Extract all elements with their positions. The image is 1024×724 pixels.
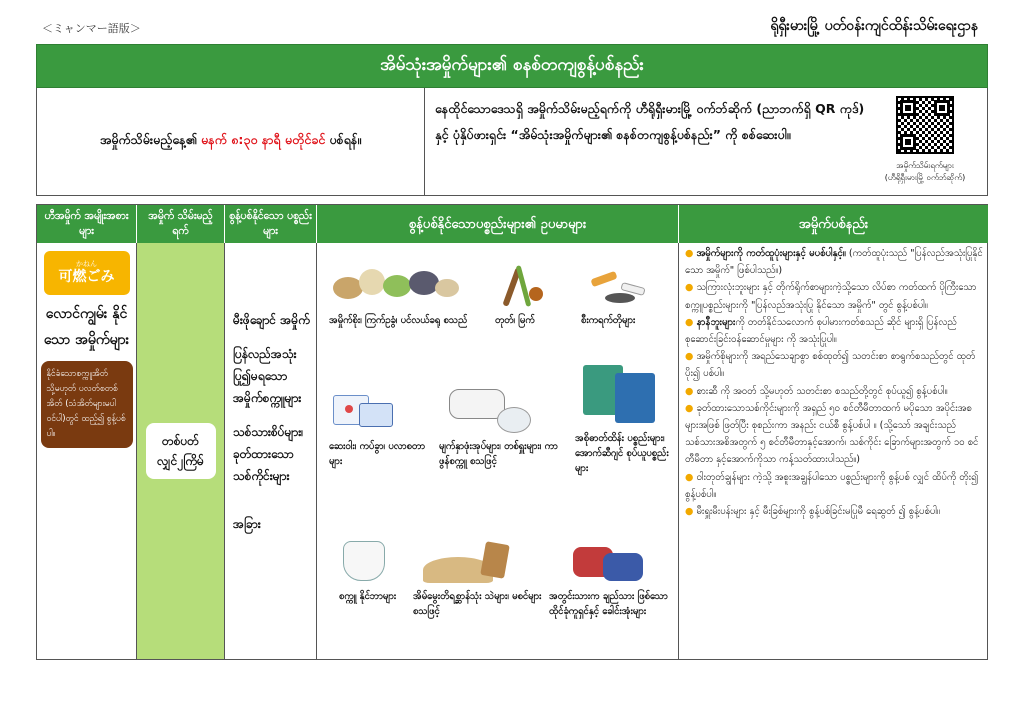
item-waste-paper: ပြန်လည်အသုံး ပြု၍မရသော အမှိုက်စက္ကူများ bbox=[233, 347, 302, 405]
schedule-info-text: နေထိုင်သောဒေသရှိ အမှိုက်သိမ်းမည့်ရက်ကို ဟီရိုရှီးမားမြို့ ဝက်ဘ်ဆိုက် (ညာဘက်ရှိ QR ကုဒ်) နှင့် ပုံနှိပ်ဖားရှင်း “အိမ်သုံးအမှိုက်များ၏ စနစ်တကျစွန့်ပစ်နည်း” ကို စစ်ဆေးပါ။ bbox=[435, 101, 865, 142]
burnable-kanji: 可燃ごみ bbox=[58, 269, 115, 285]
burnable-label: လောင်ကျွမ်း နိုင်သော အမှိုက်များ bbox=[43, 306, 130, 348]
qr-caption bbox=[885, 160, 965, 184]
diapers-icon bbox=[329, 533, 409, 589]
header-collection-day: အမှိုက် သိမ်းမည့်ရက် bbox=[137, 205, 225, 243]
organization-name: ရိုရှီးမားမြို့ ပတ်ဝန်းကျင်ထိန်းသိမ်းရေးဌာန bbox=[770, 18, 978, 34]
example-cigarette-butts: စီးကရက်တိုများ bbox=[581, 257, 671, 328]
language-tag: ＜ミャンマー語版＞ bbox=[42, 22, 141, 35]
examples-cell bbox=[317, 243, 679, 659]
pet-litter-icon bbox=[413, 533, 543, 589]
schedule-info bbox=[425, 88, 987, 195]
rule-item: ● ခုတ်ထားသောသစ်ကိုင်းများကို အရှည် ၅၀ စင်တီမီတာထက် မပိုသော အပိုင်းအစများအဖြစ် ဖြတ်ပြီး စုစည်းကာ အနည်း ငယ်စီ စွန့်ပစ်ပါ ။ (သို့သော် အချင်းသည် သစ်သားအစိအတွက် ၅ စင်တီမီတာနှင့်အောက်၊ သစ်ကိုင်း ခြောက်များအတွက် ၁၀ စင်တီမီတာ နှင့်အောက်ကိုသာ ကန့်သတ်ထားပါသည်။) bbox=[685, 402, 979, 466]
food-scraps-icon bbox=[329, 257, 479, 313]
info-box bbox=[36, 88, 988, 196]
category-cell bbox=[37, 243, 137, 659]
disposal-time-highlight: မနက် ၈:၃၀ နာရီ မတိုင်ခင် bbox=[201, 132, 326, 147]
items-cell bbox=[225, 243, 317, 659]
rule-item: ● အမှိုက်စိုများကို အရည်သေချာစွာ စစ်ထုတ်၍ သတင်းစာ စာရွက်စသည်တွင် ထုတ်ပိုး၍ ပစ်ပါ။ bbox=[685, 351, 976, 380]
rule-item: ● နာနီဘူးများကို တတ်နိုင်သလောက် စုပါမားကတ်စသည် ဆိုင် များရှိ ပြန်လည်စုဆောင်းခြင်းဝန်ဆောင်မှုများ ကို အသုံးပြုပါ။ bbox=[685, 316, 957, 346]
header-disposal-method: အမှိုက်ပစ်နည်း bbox=[679, 205, 989, 243]
qr-code-icon[interactable] bbox=[896, 96, 954, 154]
cushions-pillows-icon bbox=[549, 533, 675, 589]
example-food-scraps: အမှိုက်စိုး၊ ကြက်ဥခွံ၊ ပင်လယ်ခရု စသည် bbox=[329, 257, 479, 328]
example-medicine: ဆေးဝါး၊ ကပ်ခွာ၊ ပလာစတာများ bbox=[329, 383, 429, 469]
item-kitchen-waste: မီးဖိုချောင် အမှိုက် bbox=[233, 313, 310, 327]
rule-item: ● သကြားလုံးဘူးများ နှင့် တိုက်ရိုက်စာများကဲ့သို့သော လိပ်စာ ကတ်ထက် ပိုကြီးသော စက္ကူပစ္စည်းများကို "ပြန်လည်အသုံးပြု နိုင်သော အမှိုက်" တွင် စွန့်ပစ်ပါ။ bbox=[685, 282, 977, 311]
garbage-table bbox=[36, 204, 988, 660]
sticks-grass-icon bbox=[495, 257, 565, 313]
item-wood-branches: သစ်သားစိပ်များ၊ ခုတ်ထားသော သစ်ကိုင်းများ bbox=[233, 425, 304, 483]
example-masks-tissues: မျက်နှာဖုံးအုပ်များ၊ တစ်ရှူးများ၊ ကာဖွန်စက္ကူ စသဖြင့် bbox=[439, 383, 559, 469]
burnable-ruby: かねん bbox=[76, 260, 97, 268]
example-cushions-pillows: အတွင်းသားက ချည်သား ဖြစ်သောထိုင်ခုံကူရှင်နှင့် ခေါင်းအုံးများ bbox=[549, 533, 675, 619]
example-diapers: စက္ကူ နိုင်ဘာများ bbox=[329, 533, 409, 604]
collection-day-cell bbox=[137, 243, 225, 659]
header-items: စွန့်ပစ်နိုင်သော ပစ္စည်းများ bbox=[225, 205, 317, 243]
page-title: အိမ်သုံးအမှိုက်များ၏ စနစ်တကျစွန့်ပစ်နည်း bbox=[36, 44, 988, 88]
rule-item: ● မီးရှူးမီးပန်းများ နှင့် မီးခြစ်များကို စွန့်ပစ်ခြင်းမပြုမီ ရေဆွတ် ၍ စွန့်ပစ်ပါ။ bbox=[685, 506, 940, 518]
burnable-badge bbox=[44, 251, 130, 295]
disposal-rules bbox=[679, 243, 989, 659]
rule-item: ● အမှိုက်များကို ကတ်ထူပုံးများနှင့် မပစ်ပါနှင့်။ (ကတ်ထူပုံးသည် "ပြန်လည်အသုံးပြုနိုင်သော အမှိုက်" ဖြစ်ပါသည်။) bbox=[685, 248, 983, 277]
medicine-icon bbox=[329, 383, 429, 439]
qr-caption-line-1: အမှိုက်သိမ်းရက်များ bbox=[896, 161, 954, 170]
rule-item: ● ဝါးတုတ်ချွန်များ ကဲ့သို့ အစူးအချွန်ပါသော ပစ္စည်းများကို စွန့်ပစ် လျှင် ထိပ်ကို တိုး၍ စွန့်ပစ်ပါ။ bbox=[685, 471, 979, 500]
header-examples: စွန့်ပစ်နိုင်သောပစ္စည်းများ၏ ဥပမာများ bbox=[317, 205, 679, 243]
example-sticks-grass: တုတ်၊ မြက် bbox=[495, 257, 565, 328]
collection-frequency: တစ်ပတ် လျှင်၂ကြိမ် bbox=[146, 423, 216, 479]
item-other: အခြား bbox=[233, 517, 261, 531]
example-pet-litter: အိမ်မွေးတိရစ္ဆာန်သုံး သဲများ၊ မစင်များ စသဖြင့် bbox=[413, 533, 543, 619]
disposal-time-suffix: ပစ်ရန်။ bbox=[325, 132, 362, 147]
bag-note: နိုင်ခံသောစက္ကူအိတ် သို့မဟုတ် ပလတ်စတစ်အိတ် (သံအိတ်များမပါ ဝင်ပါ)တွင် ထည့်၍ စွန့်ပစ်ပါ။ bbox=[41, 361, 133, 448]
disposal-time-prefix: အမှိုက်သိမ်းမည့်နေ့၏ bbox=[99, 132, 202, 147]
cigarette-butts-icon bbox=[581, 257, 671, 313]
qr-area[interactable] bbox=[873, 96, 977, 187]
qr-caption-line-2: (ဟီရိုရှီးမားမြို့ ဝက်ဘ်ဆိုက်) bbox=[884, 173, 966, 182]
header-category: ဟီအမှိုက် အမျိုးအစားများ bbox=[37, 205, 137, 243]
rule-item: ● စားဆီ ကို အဝတ် သို့မဟုတ် သတင်းစာ စသည်တို့တွင် စုပ်ယူ၍ စွန့်ပစ်ပါ။ bbox=[685, 385, 948, 397]
masks-tissues-icon bbox=[439, 383, 559, 439]
disposal-time-note bbox=[37, 88, 425, 195]
example-desiccants: အစိုဓာတ်ထိန်း ပစ္စည်းများ၊ အောက်ဆီဂျင် စုပ်ယူပစ္စည်းများ bbox=[575, 361, 675, 476]
desiccants-icon bbox=[575, 361, 675, 431]
